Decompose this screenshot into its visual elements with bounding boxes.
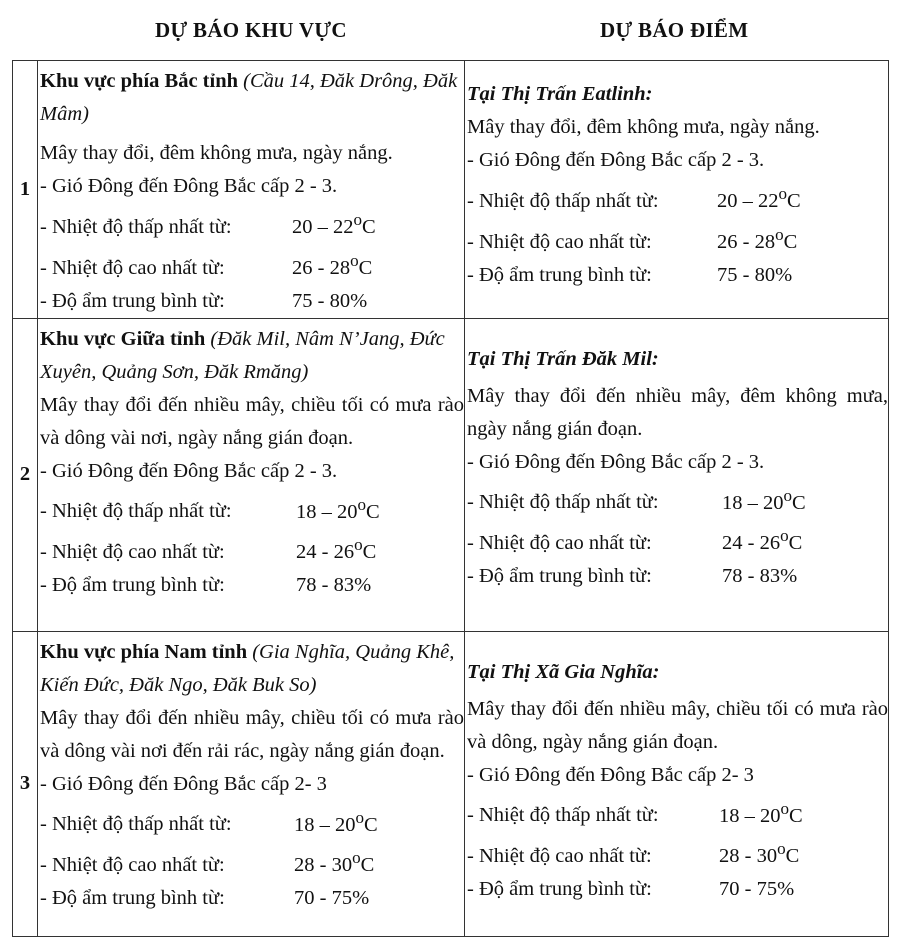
min-temp-label: - Nhiệt độ thấp nhất từ: <box>467 804 659 827</box>
point-forecast-cell <box>465 318 889 631</box>
max-temp-line <box>40 244 464 285</box>
row-number: 1 <box>13 61 38 319</box>
point-description: Mây thay đổi, đêm không mưa, ngày nắng. <box>467 116 820 138</box>
point-title: Tại Thị Xã Gia Nghĩa: <box>467 660 660 683</box>
header-area-forecast: DỰ BÁO KHU VỰC <box>155 18 347 42</box>
max-temp-label: - Nhiệt độ cao nhất từ: <box>467 532 652 555</box>
humidity-value: 70 - 75% <box>294 887 370 910</box>
wind-line: - Gió Đông đến Đông Bắc cấp 2- 3 <box>467 763 754 786</box>
area-name: Khu vực Giữa tỉnh <box>40 327 206 350</box>
humidity-value: 75 - 80% <box>717 263 793 286</box>
point-description: Mây thay đổi đến nhiều mây, chiều tối có mưa rào và dông, ngày nắng gián đoạn. <box>467 697 888 753</box>
min-temp-label: - Nhiệt độ thấp nhất từ: <box>40 500 232 523</box>
humidity-line <box>467 259 888 292</box>
min-temp-label: - Nhiệt độ thấp nhất từ: <box>467 491 659 514</box>
min-temp-value: 18 – 20$^o$C <box>722 485 806 514</box>
min-temp-value: 18 – 20$^o$C <box>296 494 380 523</box>
wind-line: - Gió Đông đến Đông Bắc cấp 2- 3 <box>40 772 327 795</box>
area-description: Mây thay đổi, đêm không mưa, ngày nắng. <box>40 142 393 164</box>
max-temp-label: - Nhiệt độ cao nhất từ: <box>467 230 652 253</box>
humidity-line <box>40 882 464 915</box>
min-temp-line <box>467 177 888 218</box>
area-title <box>40 636 464 702</box>
point-title: Tại Thị Trấn Đăk Mil: <box>467 347 659 370</box>
max-temp-value: 24 - 26$^o$C <box>296 535 377 564</box>
min-temp-value: 18 – 20$^o$C <box>719 798 803 827</box>
area-title <box>40 323 464 389</box>
table-row <box>13 631 889 936</box>
max-temp-value: 28 - 30$^o$C <box>719 839 800 868</box>
min-temp-value: 20 – 22$^o$C <box>717 184 801 212</box>
max-temp-line <box>40 841 464 882</box>
min-temp-line <box>467 792 888 833</box>
humidity-label: - Độ ẩm trung bình từ: <box>467 878 652 901</box>
point-description: Mây thay đổi đến nhiều mây, đêm không mưa, ngày nắng gián đoạn. <box>467 384 888 440</box>
area-forecast-cell <box>38 318 465 631</box>
max-temp-value: 24 - 26$^o$C <box>722 526 803 555</box>
max-temp-line <box>467 832 888 873</box>
row-number: 3 <box>13 631 38 936</box>
max-temp-value: 28 - 30$^o$C <box>294 848 375 877</box>
humidity-value: 75 - 80% <box>292 289 368 312</box>
point-forecast-cell <box>465 631 889 936</box>
min-temp-label: - Nhiệt độ thấp nhất từ: <box>467 189 659 212</box>
min-temp-label: - Nhiệt độ thấp nhất từ: <box>40 215 232 238</box>
table-headers <box>0 0 900 60</box>
humidity-value: 78 - 83% <box>296 574 372 597</box>
humidity-line <box>40 285 464 318</box>
point-forecast-cell <box>465 61 889 319</box>
humidity-label: - Độ ẩm trung bình từ: <box>40 574 225 597</box>
area-forecast-cell <box>38 61 465 319</box>
humidity-line <box>467 873 888 906</box>
area-places: (Cầu 14, Đăk Drông, Đăk Mâm) <box>40 70 458 125</box>
wind-line: - Gió Đông đến Đông Bắc cấp 2 - 3. <box>467 450 765 473</box>
max-temp-label: - Nhiệt độ cao nhất từ: <box>40 854 225 877</box>
max-temp-line <box>40 528 464 569</box>
max-temp-label: - Nhiệt độ cao nhất từ: <box>467 845 652 868</box>
humidity-label: - Độ ẩm trung bình từ: <box>40 887 225 910</box>
humidity-line <box>40 569 464 602</box>
humidity-label: - Độ ẩm trung bình từ: <box>467 263 652 286</box>
table-row <box>13 61 889 319</box>
header-point-forecast: DỰ BÁO ĐIỂM <box>600 18 749 42</box>
point-title: Tại Thị Trấn Eatlinh: <box>467 83 653 105</box>
area-name: Khu vực phía Nam tỉnh <box>40 640 248 663</box>
min-temp-label: - Nhiệt độ thấp nhất từ: <box>40 813 232 836</box>
wind-line: - Gió Đông đến Đông Bắc cấp 2 - 3. <box>40 459 338 482</box>
area-name: Khu vực phía Bắc tỉnh <box>40 70 238 92</box>
wind-line: - Gió Đông đến Đông Bắc cấp 2 - 3. <box>40 175 338 197</box>
row-number: 2 <box>13 318 38 631</box>
area-forecast-cell <box>38 631 465 936</box>
area-places: (Đăk Mil, Nâm N’Jang, Đức Xuyên, Quảng Sơn, Đăk Rmăng) <box>40 327 445 383</box>
max-temp-label: - Nhiệt độ cao nhất từ: <box>40 541 225 564</box>
area-description: Mây thay đổi đến nhiều mây, chiều tối có mưa rào và dông vài nơi, ngày nắng gián đoạn. <box>40 393 464 449</box>
humidity-value: 78 - 83% <box>722 565 798 588</box>
min-temp-line <box>40 203 464 244</box>
min-temp-line <box>40 488 464 529</box>
min-temp-line <box>467 479 888 520</box>
area-places: (Gia Nghĩa, Quảng Khê, Kiến Đức, Đăk Ngo, Đăk Buk So) <box>40 640 455 696</box>
humidity-value: 70 - 75% <box>719 878 795 901</box>
wind-line: - Gió Đông đến Đông Bắc cấp 2 - 3. <box>467 149 765 171</box>
max-temp-label: - Nhiệt độ cao nhất từ: <box>40 256 225 279</box>
max-temp-line <box>467 519 888 560</box>
forecast-table <box>12 60 889 937</box>
max-temp-value: 26 - 28$^o$C <box>292 250 373 279</box>
max-temp-line <box>467 218 888 259</box>
min-temp-value: 18 – 20$^o$C <box>294 807 378 836</box>
humidity-label: - Độ ẩm trung bình từ: <box>40 289 225 312</box>
humidity-line <box>467 560 888 593</box>
area-title <box>40 65 464 131</box>
table-row <box>13 318 889 631</box>
area-description: Mây thay đổi đến nhiều mây, chiều tối có mưa rào và dông vài nơi đến rải rác, ngày nắng gián đoạn. <box>40 706 464 762</box>
min-temp-value: 20 – 22$^o$C <box>292 210 376 238</box>
min-temp-line <box>40 801 464 842</box>
max-temp-value: 26 - 28$^o$C <box>717 224 798 253</box>
humidity-label: - Độ ẩm trung bình từ: <box>467 565 652 588</box>
